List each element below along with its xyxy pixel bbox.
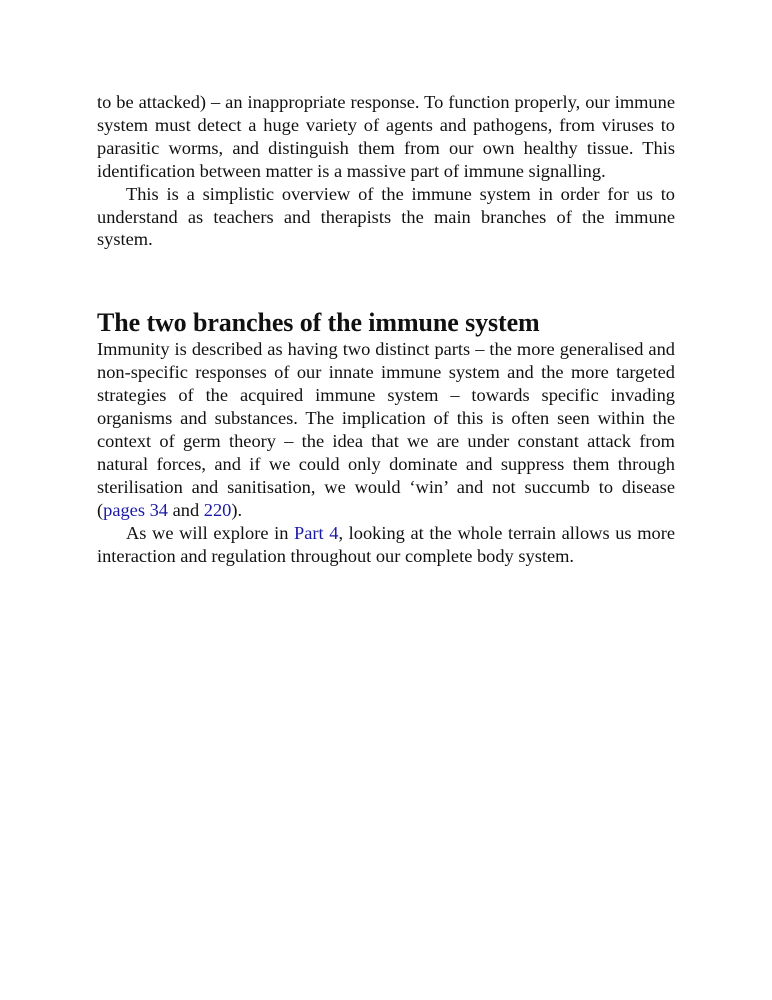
link-pages-34[interactable]: pages 34 xyxy=(103,499,168,520)
paragraph-whole-terrain xyxy=(97,522,675,568)
paragraph-immune-detection: to be attacked) – an inappropriate response. To function properly, our immune system must detect a huge variety of agents and pathogens, from viruses to parasitic worms, and distinguish them from our own healthy tissue. This identification between matter is a massive part of immune signalling. xyxy=(97,92,675,181)
section-heading: The two branches of the immune system xyxy=(97,308,540,338)
paragraph-and-text: and xyxy=(168,499,204,520)
page-body xyxy=(97,91,675,567)
paragraph-immunity-text: Immunity is described as having two distinct parts – the more generalised and non-specific responses of our innate immune system and the more targeted strategies of the acquired immune system – towards specific invading organisms and substances. The implication of this is often seen within the context of germ theory – the idea that we are under constant attack from natural forces, and if we could only dominate and suppress them through sterilisation and sanitisation, we would ‘win’ and not succumb to disease ( xyxy=(97,339,675,520)
link-part-4[interactable]: Part 4 xyxy=(294,522,339,543)
paragraph-overview: This is a simplistic overview of the immune system in order for us to understand as teachers and therapists the main branches of the immune system. xyxy=(97,183,675,250)
paragraph-terrain-text: , looking at the whole terrain allows us more interaction and regulation throughout our complete body system. xyxy=(97,522,675,566)
link-page-220[interactable]: 220 xyxy=(203,499,232,520)
paragraph-immunity-parts xyxy=(97,338,675,521)
paragraph-close-text: ). xyxy=(231,499,243,520)
paragraph-explore-text: As we will explore in xyxy=(126,522,295,543)
